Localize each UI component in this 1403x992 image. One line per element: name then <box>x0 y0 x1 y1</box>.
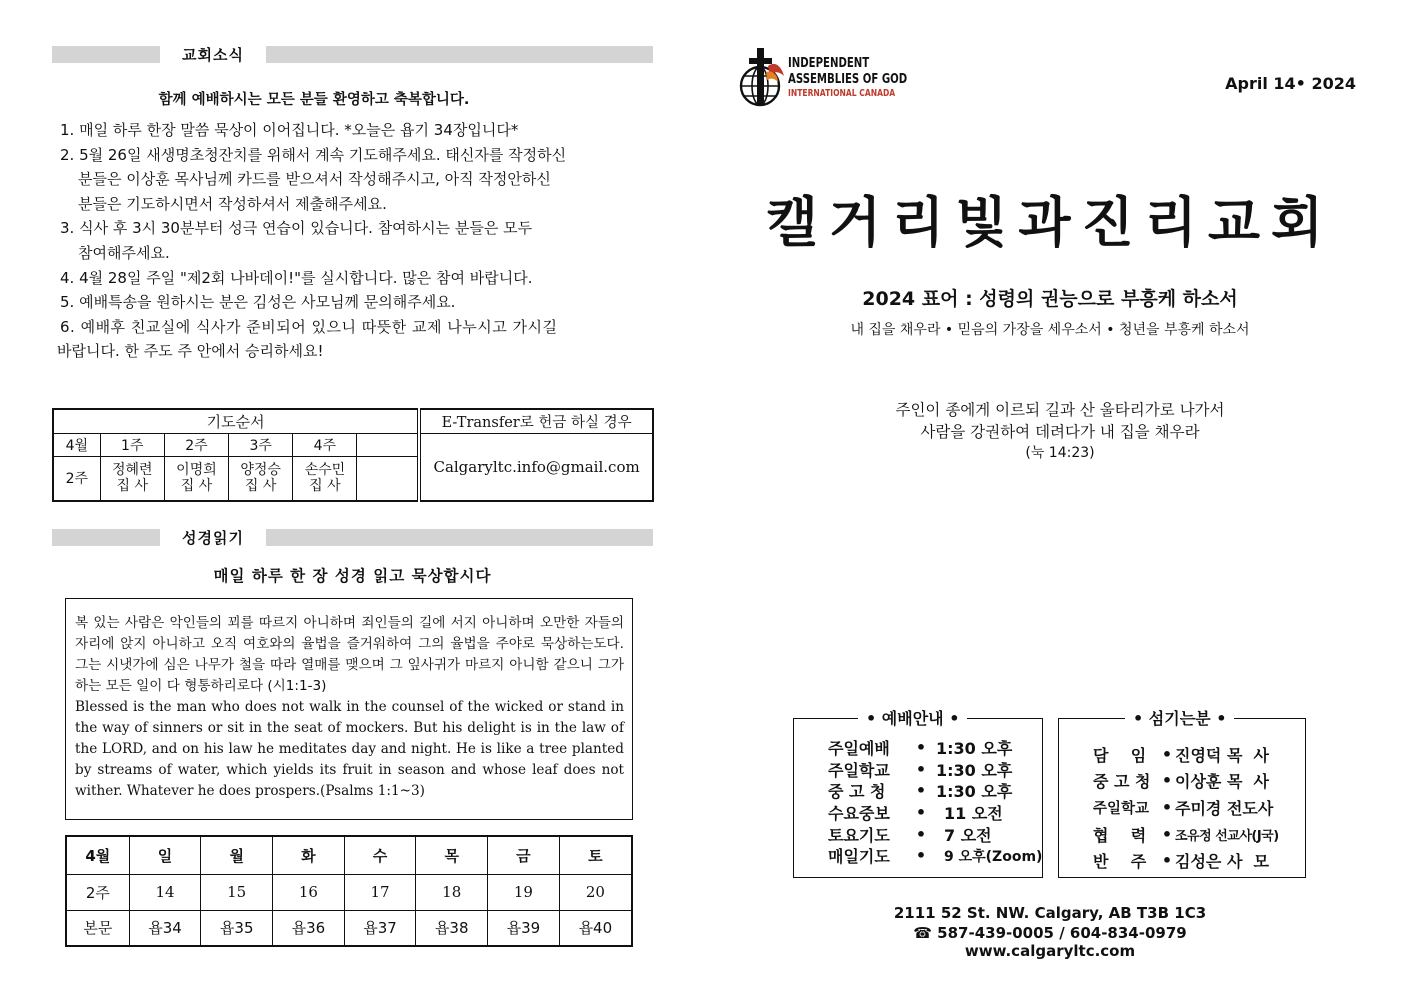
worship-item <box>828 737 1042 759</box>
servant-role: 주일학교 <box>1093 800 1150 817</box>
news-line: 참여해주세요. <box>78 243 170 262</box>
worship-time: 1:30 오후 <box>936 782 1013 802</box>
verse-english: Blessed is the man who does not walk in the counsel of the wicked or stand in the way of sinners or sit in the seat of mockers. But his delight is in the law of the LORD, and on his law he meditates day and night. He is like a tree planted by streams of water, which yields its fruit in season and whose leaf does not wither. Whatever he does prospers.(Psalms 1:1~3) <box>75 699 624 799</box>
prayer-person <box>164 456 228 501</box>
person-name: 정혜련 <box>111 462 153 479</box>
person-role: 집 사 <box>180 478 213 495</box>
church-name: 캘거리빛과진리교회 <box>765 191 1335 254</box>
church-website[interactable]: www.calgaryltc.com <box>964 942 1136 960</box>
cal-text: 욥35 <box>201 910 273 946</box>
cal-header: 금 <box>488 836 560 874</box>
cal-text: 욥34 <box>129 910 201 946</box>
reading-header <box>52 529 653 546</box>
reading-subtitle: 매일 하루 한 장 성경 읽고 묵상합시다 <box>213 567 492 585</box>
prayer-title: 기도순서 <box>53 409 419 433</box>
news-line: 분들은 기도하시면서 작성하셔서 제출해주세요. <box>78 194 387 213</box>
logo-line-1: INDEPENDENT <box>788 56 870 71</box>
scripture-line-1: 주인이 종에게 이르되 길과 산 울타리가로 나가서 <box>895 401 1225 419</box>
cal-date: 20 <box>559 874 632 910</box>
etransfer-email: Calgaryltc.info@gmail.com <box>419 433 653 501</box>
prayer-week-3: 3주 <box>229 433 293 456</box>
worship-title: • 예배안내 • <box>858 706 967 729</box>
servant-role: 협 력 <box>1093 825 1147 845</box>
news-header <box>52 46 653 63</box>
verse-box <box>65 598 633 820</box>
worship-name: 수요중보 <box>828 804 890 824</box>
prayer-person <box>293 456 357 501</box>
person-role: 집 사 <box>244 478 277 495</box>
servant-role: 담 임 <box>1093 745 1147 765</box>
bullet: • <box>915 803 927 823</box>
news-header-label: 교회소식 <box>182 46 244 64</box>
servant-name: 진영덕 목 사 <box>1175 745 1269 765</box>
cal-text: 욥36 <box>273 910 345 946</box>
worship-time: 9 오후(Zoom) <box>944 848 1043 865</box>
prayer-week-4: 4주 <box>293 433 357 456</box>
cal-date: 15 <box>201 874 273 910</box>
worship-item <box>828 802 1042 824</box>
worship-time: 7 오전 <box>944 825 992 845</box>
cal-date: 16 <box>273 874 345 910</box>
bullet: • <box>915 846 927 866</box>
bullet: • <box>1161 744 1173 764</box>
servant-role: 중 고 청 <box>1093 772 1151 792</box>
servant-item <box>1093 794 1279 821</box>
news-line: 5. 예배특송을 원하시는 분은 김성은 사모님께 문의해주세요. <box>60 293 456 312</box>
person-name: 양정승 <box>240 462 281 479</box>
worship-time: 1:30 오후 <box>936 739 1013 759</box>
servant-role: 반 주 <box>1093 852 1147 872</box>
servants-list <box>1093 741 1279 874</box>
bullet: • <box>1161 824 1173 844</box>
worship-name: 중 고 청 <box>828 782 886 802</box>
bullet: • <box>915 759 927 779</box>
cal-date: 17 <box>344 874 416 910</box>
cal-date: 2주 <box>66 874 129 910</box>
worship-item <box>828 759 1042 781</box>
cal-date: 19 <box>488 874 560 910</box>
prayer-person <box>229 456 293 501</box>
news-list <box>57 118 650 364</box>
servant-item <box>1093 741 1279 768</box>
bullet: • <box>915 738 927 758</box>
worship-item <box>828 845 1042 867</box>
cal-date: 18 <box>416 874 488 910</box>
news-line: 3. 식사 후 3시 30분부터 성극 연습이 있습니다. 참여하시는 분들은 모두 <box>60 219 533 238</box>
prayer-week-1: 1주 <box>100 433 164 456</box>
worship-name: 주일학교 <box>828 760 890 780</box>
bullet: • <box>1161 771 1173 791</box>
prayer-row-label: 2주 <box>53 456 100 501</box>
servant-name: 이상훈 목 사 <box>1175 772 1269 792</box>
bulletin-date: April 14• 2024 <box>1225 74 1356 93</box>
news-line: 분들은 이상훈 목사님께 카드를 받으셔서 작성해주시고, 아직 작정안하신 <box>78 170 551 189</box>
cal-header: 일 <box>129 836 201 874</box>
etransfer-title: E-Transfer로 헌금 하실 경우 <box>419 409 653 433</box>
logo-line-3: INTERNATIONAL CANADA <box>788 88 896 99</box>
prayer-table <box>52 408 654 502</box>
cal-text: 욥40 <box>559 910 632 946</box>
worship-time: 11 오전 <box>944 804 1003 824</box>
church-phone: ☎ 587-439-0005 / 604-834-0979 <box>913 924 1187 942</box>
church-address: 2111 52 St. NW. Calgary, AB T3B 1C3 <box>893 904 1207 922</box>
news-line: 4. 4월 28일 주일 "제2회 나바데이!"를 실시합니다. 많은 참여 바랍니다. <box>60 268 533 287</box>
worship-item <box>828 823 1042 845</box>
logo <box>738 46 918 110</box>
logo-line-2: ASSEMBLIES OF GOD <box>788 72 908 87</box>
servant-name: 주미경 전도사 <box>1175 798 1274 818</box>
cal-text: 본문 <box>66 910 129 946</box>
prayer-empty <box>357 456 419 501</box>
cal-header: 화 <box>273 836 345 874</box>
worship-name: 매일기도 <box>828 847 890 867</box>
welcome-text: 함께 예배하시는 모든 분들 환영하고 축복합니다. <box>158 92 470 108</box>
bullet: • <box>915 781 927 801</box>
worship-name: 토요기도 <box>828 825 890 845</box>
news-line: 2. 5월 26일 새생명초청잔치를 위해서 계속 기도해주세요. 태신자를 작정하신 <box>60 145 567 164</box>
servant-item <box>1093 768 1279 795</box>
person-role: 집 사 <box>309 478 341 495</box>
scripture-ref: (눅 14:23) <box>1025 445 1095 461</box>
person-role: 집 사 <box>116 478 148 495</box>
prayer-person <box>100 456 164 501</box>
servant-name: 조유정 선교사(J국) <box>1175 828 1279 844</box>
cal-header: 수 <box>344 836 416 874</box>
worship-name: 주일예배 <box>828 739 890 759</box>
globe-cross-icon <box>738 46 786 108</box>
cal-date: 14 <box>129 874 201 910</box>
bullet: • <box>1161 851 1173 871</box>
bullet: • <box>915 824 927 844</box>
worship-list <box>828 737 1042 867</box>
person-name: 손수민 <box>304 462 346 479</box>
cal-header: 4월 <box>66 836 129 874</box>
prayer-week-2: 2주 <box>164 433 228 456</box>
servant-item <box>1093 847 1279 874</box>
verse-korean: 복 있는 사람은 악인들의 꾀를 따르지 아니하며 죄인들의 길에 서지 아니하며 오만한 자들의 자리에 앉지 아니하고 오직 여호와의 율법을 즐거워하여 그의 율법을 주야로 묵상하는도다. 그는 시냇가에 심은 나무가 철을 따라 열매를 맺으며 그 잎사귀가 마르지 아니함 같으니 그가 하는 모든 일이 다 형통하리로다 (시1:1-3) <box>75 615 624 694</box>
news-line: 6. 예배후 친교실에 식사가 준비되어 있으니 따뜻한 교제 나누시고 가시길 <box>60 317 558 336</box>
person-name: 이명희 <box>176 462 217 479</box>
worship-time: 1:30 오후 <box>936 760 1013 780</box>
worship-box <box>793 709 1043 878</box>
cal-header: 토 <box>559 836 632 874</box>
servant-item <box>1093 821 1279 848</box>
servant-name: 김성은 사 모 <box>1175 852 1269 872</box>
prayer-empty <box>357 433 419 456</box>
cal-text: 욥37 <box>344 910 416 946</box>
motto-sub: 내 집을 채우라 • 믿음의 가장을 세우소서 • 청년을 부흥케 하소서 <box>850 322 1250 338</box>
scripture-line-2: 사람을 강권하여 데려다가 내 집을 채우라 <box>920 423 1200 441</box>
servants-box <box>1058 709 1306 878</box>
cal-header: 월 <box>201 836 273 874</box>
news-line: 1. 매일 하루 한장 말씀 묵상이 이어집니다. *오늘은 욥기 34장입니다* <box>60 121 519 139</box>
prayer-month: 4월 <box>53 433 100 456</box>
worship-item <box>828 780 1042 802</box>
bullet: • <box>1161 797 1173 817</box>
cal-text: 욥39 <box>488 910 560 946</box>
news-line: 바랍니다. 한 주도 주 안에서 승리하세요! <box>57 342 324 361</box>
reading-calendar <box>65 835 633 947</box>
reading-header-label: 성경읽기 <box>182 529 244 547</box>
motto: 2024 표어 : 성령의 권능으로 부흥케 하소서 <box>862 288 1238 310</box>
cal-header: 목 <box>416 836 488 874</box>
servants-title: • 섬기는분 • <box>1125 706 1234 729</box>
cal-text: 욥38 <box>416 910 488 946</box>
